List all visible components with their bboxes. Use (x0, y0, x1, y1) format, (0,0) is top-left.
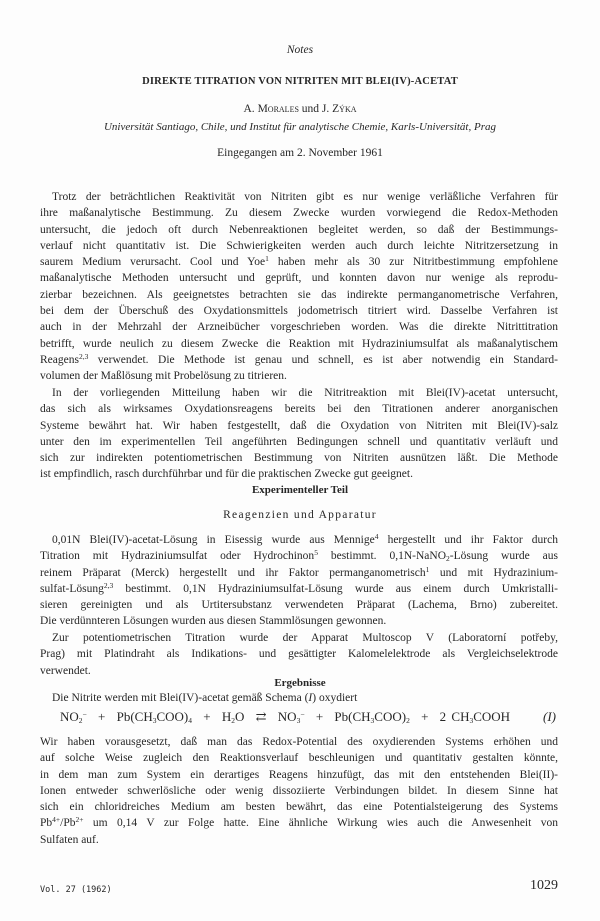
results-intro (40, 690, 558, 706)
text-run: reinem Präparat (Merck) hergestellt und ihr Faktor permanganometrisch (40, 566, 426, 579)
formula-text: NO (60, 709, 79, 724)
product-nitrate (278, 709, 305, 724)
text-line: Die verdünnteren Lösungen wurden aus diesen Stammlösungen gewonnen. (40, 615, 387, 628)
text-line: auch in der Mehrzahl der Arzneibücher vorgeschrieben worden. Was die direkte Nitrittitration (40, 321, 558, 334)
charge: − (82, 710, 87, 719)
plus-sign: + (203, 709, 211, 724)
text-line: Trotz der beträchtlichen Reaktivität von Nitriten gibt es nur wenige verläßliche Verfahren für (52, 191, 558, 203)
text-run: Hydraziniumsulfat-Lösung wurde aus einem durch Umkristalli- (205, 582, 559, 595)
affiliation: Universität Santiago, Chile, und Institut für analytische Chemie, Karls-Universität, Prag (103, 121, 496, 133)
equation-number: (I) (543, 709, 556, 724)
text-run: Reagens (40, 353, 79, 366)
text-run: 0,01 (52, 534, 73, 546)
normality-unit: N (197, 582, 206, 595)
text-line: volumen der Maßlösung mit Probelösung zu titrieren. (40, 370, 287, 383)
text-run: Die Nitrite werden mit Blei(IV)-acetat gemäß Schema ( (52, 692, 309, 704)
plus-sign: + (98, 709, 106, 724)
author1-initial: A. (243, 103, 258, 115)
formula-text: Pb (40, 817, 53, 830)
footnote-ref: 5 (314, 548, 318, 558)
subscript: 3 (469, 716, 474, 725)
text-line: in dem man zum System ein derartiges Reagens hinzufügt, das mit den entstehenden Blei(II)- (40, 768, 558, 781)
text-run: sulfat-Lösung (40, 582, 104, 595)
text-line: maßanalytische Methoden untersucht und geprüft, und konnten davon nur wenige als reprodu- (40, 272, 558, 285)
intro-paragraph-1 (40, 189, 558, 385)
results-paragraph (40, 734, 558, 848)
subscript: 2 (231, 716, 235, 725)
text-line (40, 815, 558, 831)
footnote-ref: 2,3 (78, 351, 89, 361)
plus-sign: + (421, 709, 429, 724)
plus-sign: + (315, 709, 324, 724)
authors (0, 103, 600, 115)
received-date: Eingegangen am 2. November 1961 (217, 147, 383, 159)
text-line: In der vorliegenden Mitteilung haben wir die Nitritreaktion mit Blei(IV)-acetat untersucht, (52, 387, 558, 399)
page-number: 1029 (530, 878, 558, 893)
text-run: Blei(IV)-acetat-Lösung in Eisessig wurde aus Mennige (80, 534, 375, 546)
text-line: ihre maßanalytische Bestimmung. Zu diesem Zwecke wurden vorwiegend die Redox-Methoden (40, 207, 558, 220)
text-line: das sich als wirksames Oxydationsreagens bereits bei den Titrationen anderer anorganischen (40, 403, 558, 416)
text-run: verwendet. Die Methode ist genau und schnell, es ist aber notwendig ein Standard- (88, 353, 558, 366)
subscript: 2 (406, 716, 410, 725)
section-label: Notes (286, 44, 314, 56)
text-line: sich ein chloridreiches Medium am besten bewährt, das eine Potentialsteigerung des Systems (40, 801, 558, 814)
formula-text: O (235, 709, 245, 724)
formula-text: Pb(CH (116, 709, 153, 724)
text-run: -Lösung wurde aus (449, 550, 558, 563)
equilibrium-arrow-icon: ⇄ (255, 709, 267, 724)
charge: 4+ (52, 815, 61, 825)
text-line: verlauf nicht quantitativ ist. Die Schwierigkeiten werden auch durch leichte Nitritzersetzung in (40, 239, 558, 252)
text-line (40, 581, 558, 597)
reactant-nitrite (60, 709, 87, 724)
product-acetic-acid (440, 709, 510, 724)
text-line: Wir haben vorausgesetzt, daß man das Redox-Potential des oxydierenden Systems erhöhen und (40, 736, 558, 748)
formula-text: Pb(CH (334, 709, 371, 724)
footnote-ref: 4 (374, 532, 379, 541)
formula-text: NO (277, 709, 297, 724)
text-run: -NaNO (412, 550, 447, 563)
text-line: zierbar bezeichnen. Als geeignetstes betrachten sie das indirekte permanganometrische Verfahren, (40, 288, 558, 301)
footnote-ref: 1 (265, 254, 269, 264)
formula-text: COO) (374, 709, 407, 724)
formula-text: /Pb (60, 817, 76, 830)
text-run: hergestellt und ihr Faktor durch (378, 534, 558, 546)
article-title: DIREKTE TITRATION VON NITRITEN MIT BLEI(IV)-ACETAT (142, 76, 458, 87)
text-line: untersucht, die jedoch oft durch Nebenreaktionen begleitet werden, so daß der Bestimmungs- (40, 223, 558, 236)
reactant-water (222, 709, 245, 724)
text-line (40, 352, 558, 368)
text-line: sieren gereinigten und als Urtitersubstanz verwendeten Präparat (Lachema, Brno) zubereitet. (40, 599, 558, 612)
text-run: um 0,14 V zur Folge hatte. Eine ähnliche Wirkung wies auch die Anwesenheit von (83, 817, 558, 830)
author2-initial: J. (321, 103, 333, 115)
text-line: sich zur indirekten potentiometrischen Bestimmung von Nitriten ausnützen läßt. Die Methode (40, 452, 558, 465)
intro-paragraph-2 (40, 385, 558, 483)
footnote-ref: 1 (425, 564, 430, 574)
charge: 2+ (75, 815, 84, 825)
author1-name: Morales (257, 103, 299, 115)
text-line: Prag) mit Platindraht als Indikations- und gesättigter Kalomelelektrode als Vergleichselektrode (40, 648, 558, 661)
volume-info: Vol. 27 (1962) (40, 885, 112, 895)
text-run: und mit Hydrazinium- (429, 566, 559, 579)
text-line: auf solche Weise zugleich den Reaktionsverlauf beschleunigen und quantitativ gestalten könnte, (40, 752, 558, 765)
product-lead-diacetate (334, 709, 409, 724)
text-line: Ionen entweder schwerlösliche oder wenig dissoziierte Verbindungen bildet. In diesem Sinne hat (40, 784, 558, 797)
subscript: 2 (78, 716, 83, 725)
text-line: Systeme bewährt hat. Wir haben festgestellt, daß die Oxydation von Nitriten mit Blei(IV)-salz (40, 419, 558, 432)
text-run: bestimmt. 0,1 (317, 550, 404, 563)
subscript: 3 (370, 716, 375, 725)
charge: − (300, 710, 305, 719)
author2-name: Zýka (332, 103, 357, 115)
subscript: 3 (296, 716, 301, 725)
experimental-paragraph-2 (40, 630, 558, 679)
formula-text: 2 CH (439, 709, 470, 724)
text-run: haben mehr als 30 zur Nitritbestimmung empfohlene (268, 256, 558, 269)
text-line: Sulfaten auf. (40, 833, 99, 846)
section-heading-results: Ergebnisse (274, 677, 326, 689)
text-line (40, 254, 558, 270)
formula-text: H (221, 709, 232, 724)
text-line: bei dem der Überschuß des Oxydationsmittels jodometrisch titriert wird. Dasselbe Verfahren ist (40, 305, 558, 318)
subscript: 3 (152, 716, 157, 725)
scheme-ref: I (308, 692, 313, 704)
text-line: ist empfindlich, rasch durchführbar und für die praktischen Zwecke gut geeignet. (40, 468, 413, 481)
text-line: Zur potentiometrischen Titration wurde der Apparat Multoscop V (Laboratorní potřeby, (52, 632, 558, 644)
reactant-lead-tetraacetate (117, 709, 192, 724)
text-line (40, 532, 558, 548)
reaction-equation (60, 709, 556, 725)
text-line: unter den im experimentellen Teil angeführten Bedingungen schnell und quantitativ verläuft und (40, 435, 558, 448)
text-run: bestimmt. 0,1 (113, 582, 198, 595)
text-line (40, 548, 558, 564)
authors-conjunction: und (298, 103, 322, 115)
formula-text: COOH (473, 709, 511, 724)
text-run: ) oxydiert (312, 692, 358, 704)
text-line (40, 690, 558, 706)
experimental-paragraph-1 (40, 532, 558, 630)
text-line (40, 565, 558, 581)
formula-text: COO) (156, 709, 189, 724)
section-heading-experimental: Experimenteller Teil (251, 484, 349, 496)
equation-body (60, 709, 510, 724)
subscript: 2 (446, 554, 450, 564)
subscript: 4 (188, 716, 193, 725)
normality-unit: N (403, 550, 413, 563)
normality-unit: N (72, 534, 81, 546)
subsection-heading-reagents: Reagenzien und Apparatur (223, 509, 377, 521)
text-line: betrifft, wurde neulich zu diesem Zwecke die Reaktion mit Hydraziniumsulfat als maßanalytischem (40, 337, 558, 350)
text-run: saurem Medium verursacht. Cool und Yoe (40, 256, 266, 269)
text-run: Titration mit Hydraziniumsulfat oder Hydrochinon (40, 550, 315, 563)
footnote-ref: 2,3 (103, 580, 114, 590)
text-line: verwendet. (40, 664, 91, 677)
